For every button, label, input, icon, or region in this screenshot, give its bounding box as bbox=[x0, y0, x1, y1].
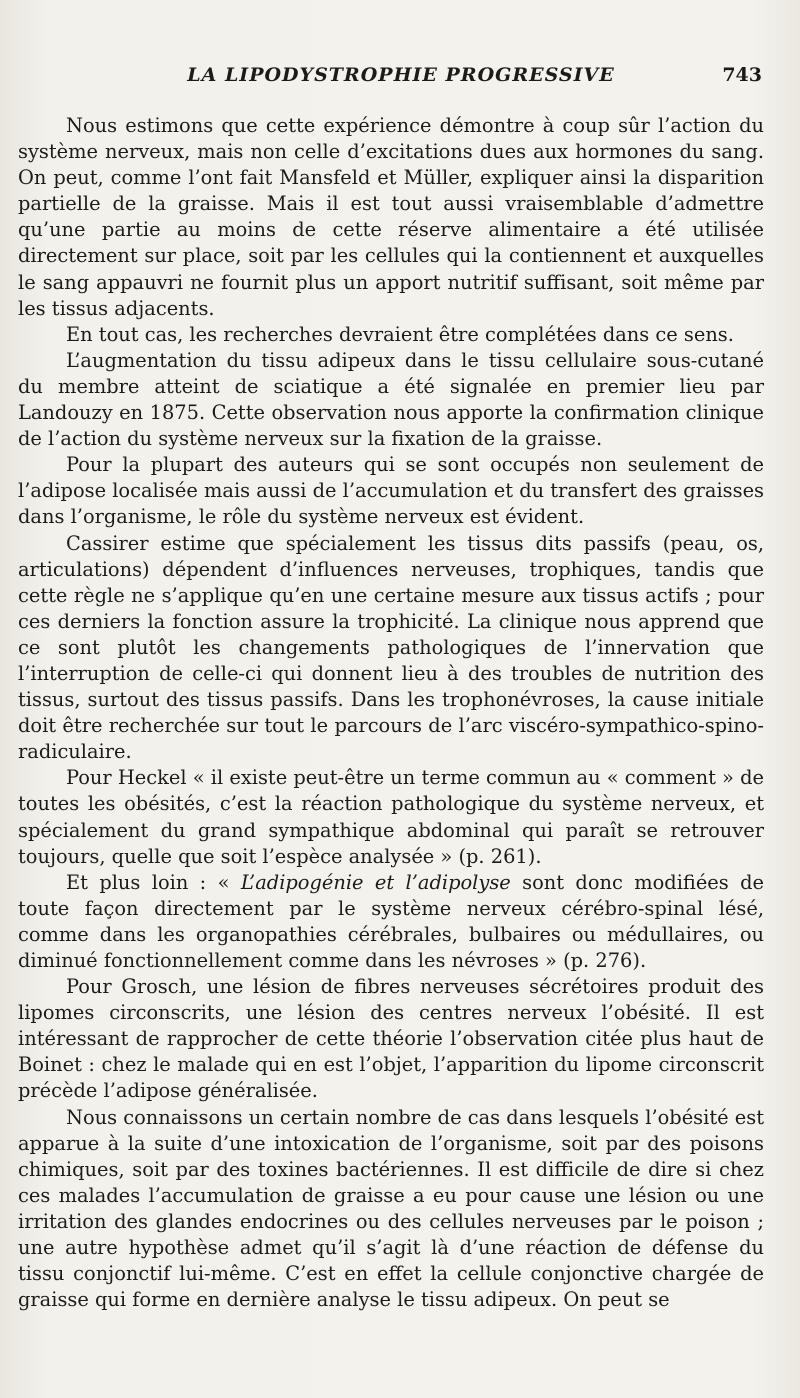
page-header bbox=[40, 64, 762, 94]
paragraph: Cassirer estime que spécialement les tissus dits passifs (peau, os, articulations) dépendent d’influences nerveuses, trophiques, tandis que cette règle ne s’applique qu’en une certaine mesure aux tissus actifs ; pour ces derniers la fonction assure la trophicité. La clinique nous apprend que ce sont plutôt les changements pathologiques de l’innervation que l’interruption de celle-ci qui donnent lieu à des troubles de nutrition des tissus, surtout des tissus passifs. Dans les trophonévroses, la cause initiale doit être recherchée sur tout le parcours de l’arc viscéro-sympathico-spino-radiculaire. bbox=[18, 531, 764, 764]
paragraph: Nous estimons que cette expérience démontre à coup sûr l’action du système nerveux, mais non celle d’excitations dues aux hormones du sang. On peut, comme l’ont fait Mansfeld et Müller, expliquer ainsi la disparition partielle de la graisse. Mais il est tout aussi vraisemblable d’admettre qu’une partie au moins de cette réserve alimentaire a été utilisée directement sur place, soit par les cellules qui la contiennent et auxquelles le sang appauvri ne fournit plus un apport nutritif suffisant, soit même par les tissus adjacents. bbox=[18, 114, 764, 320]
running-title: LA LIPODYSTROPHIE PROGRESSIVE bbox=[187, 64, 615, 86]
paragraph: Pour la plupart des auteurs qui se sont occupés non seulement de l’adipose localisée mais aussi de l’accumulation et du transfert des graisses dans l’organisme, le rôle du système nerveux est évident. bbox=[18, 453, 764, 529]
paragraph: Pour Heckel « il existe peut-être un terme commun au « comment » de toutes les obésités, c’est la réaction pathologique du système nerveux, et spécialement du grand sympathique abdominal qui paraît se retrouver toujours, quelle que soit l’espèce analysée » (p. 261). bbox=[18, 766, 764, 868]
paragraph-quote bbox=[18, 870, 764, 974]
paragraph: L’augmentation du tissu adipeux dans le tissu cellulaire sous-cutané du membre atteint de sciatique a été signalée en premier lieu par Landouzy en 1875. Cette observation nous apporte la confirmation clinique de l’action du système nerveux sur la fixation de la graisse. bbox=[18, 348, 764, 451]
paragraph: Nous connaissons un certain nombre de cas dans lesquels l’obésité est apparue à la suite d’une intoxication de l’organisme, soit par des poisons chimiques, soit par des toxines bactériennes. Il est difficile de dire si chez ces malades l’accumulation de graisse a eu pour cause une lésion ou une irritation des glandes endocrines ou des cellules nerveuses par le poison ; une autre hypothèse admet qu’il s’agit là d’une réaction de défense du tissu conjonctif lui-même. C’est en effet la cellule conjonctive chargée de graisse qui forme en dernière analyse le tissu adipeux. On peut se bbox=[18, 1105, 764, 1312]
paragraph: Pour Grosch, une lésion de fibres nerveuses sécrétoires produit des lipomes circonscrits, une lésion des centres nerveux l’obésité. Il est intéressant de rapprocher de cette théorie l’observation citée plus haut de Boinet : chez le malade qui en est l’objet, l’apparition du lipome circonscrit précède l’adipose généralisée. bbox=[18, 975, 764, 1103]
quote-italic: L’adipogénie et l’adipolyse bbox=[240, 870, 511, 894]
quote-rest: sont donc modifiées de toute façon directement par le système nerveux cérébro-spinal lésé, comme dans les organopathies cérébrales, bulbaires ou médullaires, ou diminué fonctionnellement comme dans les névroses » (p. 276). bbox=[18, 870, 764, 972]
body-text bbox=[18, 113, 764, 1313]
paragraph: En tout cas, les recherches devraient être complétées dans ce sens. bbox=[66, 322, 734, 346]
page-number: 743 bbox=[722, 64, 762, 86]
quote-lead: Et plus loin : « bbox=[66, 870, 241, 894]
